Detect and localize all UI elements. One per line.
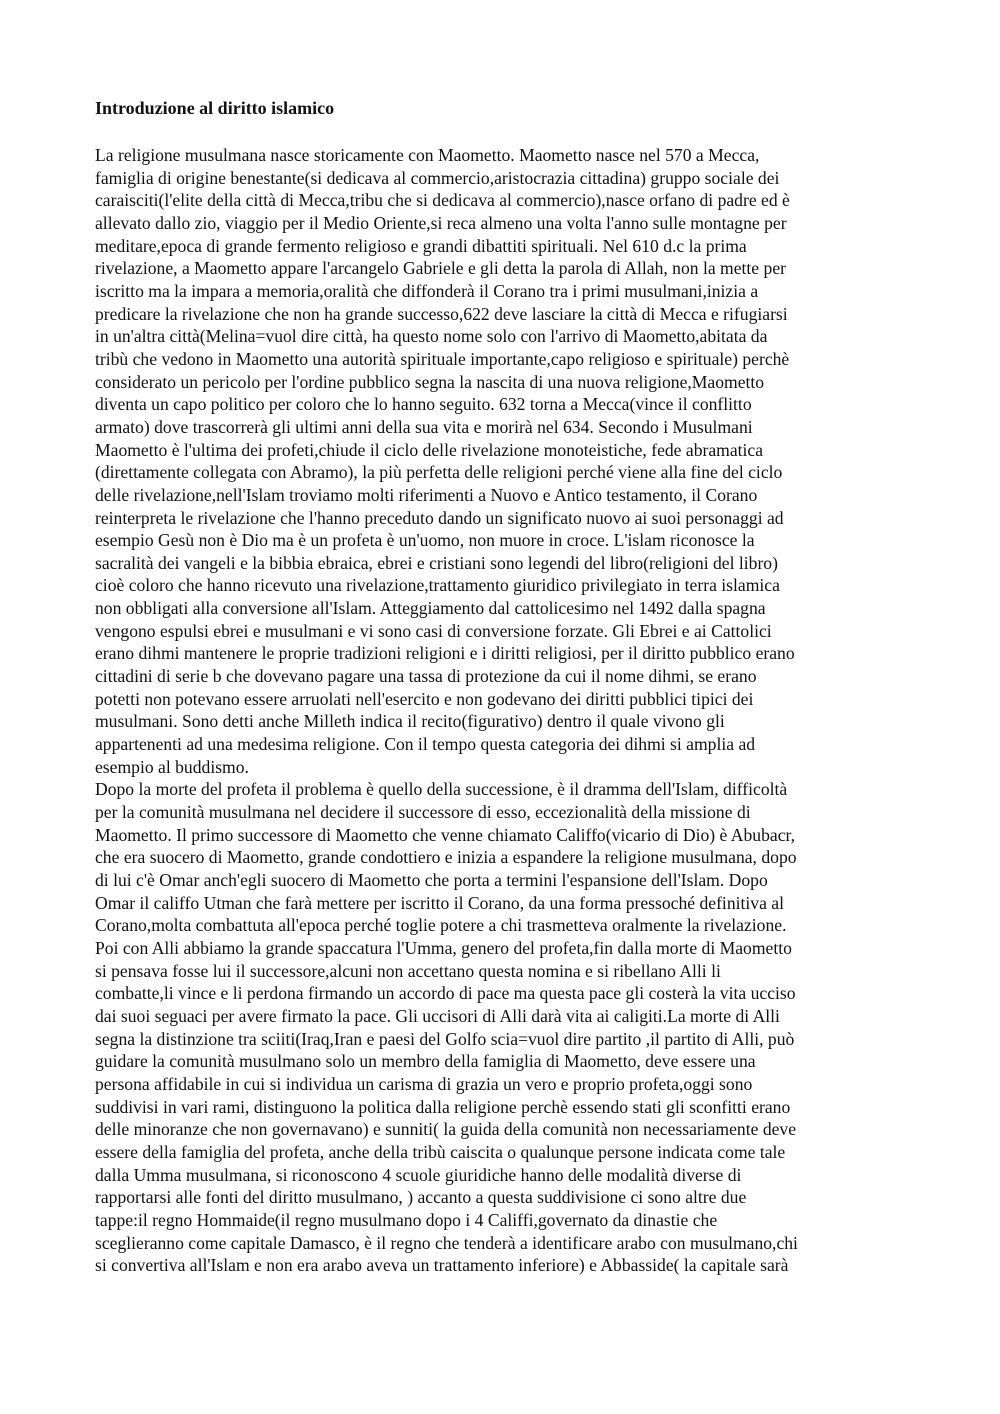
body-line: erano dihmi mantenere le proprie tradizioni religioni e i diritti religiosi, per il diritto pubblico erano (95, 643, 795, 664)
body-line: tappe:il regno Hommaide(il regno musulmano dopo i 4 Califfi,governato da dinastie che (95, 1209, 718, 1230)
body-line: dai suoi seguaci per avere firmato la pace. Gli uccisori di Alli darà vita ai caligiti.La morte di Alli (95, 1005, 780, 1026)
body-line: cioè coloro che hanno ricevuto una rivelazione,trattamento giuridico privilegiato in terra islamica (95, 575, 780, 596)
body-line: suddivisi in vari rami, distinguono la politica dalla religione perchè essendo stati gli sconfitti erano (95, 1096, 791, 1117)
body-line: delle minoranze che non governavano) e sunniti( la guida della comunità non necessariamente deve (95, 1119, 797, 1140)
body-line: predicare la rivelazione che non ha grande successo,622 deve lasciare la città di Mecca e rifugiarsi (95, 303, 788, 324)
body-line: si convertiva all'Islam e non era arabo aveva un trattamento inferiore) e Abbasside( la capitale sarà (95, 1255, 789, 1276)
body-line: reinterpreta le rivelazione che l'hanno preceduto dando un significato nuovo ai suoi personaggi ad (95, 507, 784, 528)
body-line: combatte,li vince e li perdona firmando un accordo di pace ma questa pace gli costerà la vita ucciso (95, 983, 796, 1004)
body-line: potetti non potevano essere arruolati nell'esercito e non godevano dei diritti pubblici tipici dei (95, 688, 754, 709)
body-line: iscritto ma la impara a memoria,oralità che diffonderà il Corano tra i primi musulmani,inizia a (95, 280, 759, 301)
body-line: esempio al buddismo. (95, 756, 249, 777)
body-line: si pensava fosse lui il successore,alcuni non accettano questa nomina e si ribellano Alli li (95, 960, 721, 981)
document-title: Introduzione al diritto islamico (95, 98, 335, 118)
body-line: famiglia di origine benestante(si dedicava al commercio,aristocrazia cittadina) gruppo sociale dei (95, 167, 780, 188)
body-line: in un'altra città(Melina=vuol dire città, ha questo nome solo con l'arrivo di Maometto,abitata da (95, 326, 768, 347)
body-line: vengono espulsi ebrei e musulmani e vi sono casi di conversione forzate. Gli Ebrei e ai Cattolici (95, 620, 772, 641)
body-line: segna la distinzione tra sciiti(Iraq,Iran e paesi del Golfo scia=vuol dire partito ,il partito di Alli, può (95, 1028, 795, 1049)
body-line: armato) dove trascorrerà gli ultimi anni della sua vita e morirà nel 634. Secondo i Musulmani (95, 416, 753, 437)
body-line: persona affidabile in cui si individua un carisma di grazia un vero e proprio profeta,oggi sono (95, 1073, 753, 1094)
body-line: delle rivelazione,nell'Islam troviamo molti riferimenti a Nuovo e Antico testamento, il Corano (95, 484, 758, 505)
body-line: rivelazione, a Maometto appare l'arcangelo Gabriele e gli detta la parola di Allah, non la mette per (95, 258, 786, 279)
body-line: di lui c'è Omar anch'egli suocero di Maometto che porta a termini l'espansione dell'Islam. Dopo (95, 870, 768, 890)
body-line: cittadini di serie b che dovevano pagare una tassa di protezione da cui il nome dihmi, se erano (95, 666, 757, 687)
body-line: guidare la comunità musulmano solo un membro della famiglia di Maometto, deve essere una (95, 1051, 756, 1072)
body-line: sceglieranno come capitale Damasco, è il regno che tenderà a identificare arabo con musulmano,chi (95, 1232, 798, 1253)
body-line: esempio Gesù non è Dio ma è un profeta è un'uomo, non muore in croce. L'islam riconosce la (95, 530, 755, 551)
body-line: considerato un pericolo per l'ordine pubblico segna la nascita di una nuova religione,Maometto (95, 371, 765, 392)
body-line: Maometto. Il primo successore di Maometto che venne chiamato Califfo(vicario di Dio) è Abubacr, (95, 824, 796, 845)
body-line: dalla Umma musulmana, si riconoscono 4 scuole giuridiche hanno delle modalità diverse di (95, 1164, 742, 1185)
body-line: La religione musulmana nasce storicamente con Maometto. Maometto nasce nel 570 a Mecca, (95, 145, 760, 165)
body-line: non obbligati alla conversione all'Islam. Atteggiamento dal cattolicesimo nel 1492 dalla spagna (95, 598, 766, 619)
body-line: meditare,epoca di grande fermento religioso e grandi dibattiti spirituali. Nel 610 d.c la prima (95, 235, 747, 256)
body-line: musulmani. Sono detti anche Milleth indica il recito(figurativo) dentro il quale vivono gli (95, 711, 725, 732)
body-line: essere della famiglia del profeta, anche della tribù caiscita o qualunque persone indicata come tale (95, 1141, 786, 1162)
body-line: caraisciti(l'elite della città di Mecca,tribu che si dedicava al commercio),nasce orfano di padre ed è (95, 190, 790, 211)
body-line: appartenenti ad una medesima religione. Con il tempo questa categoria dei dihmi si amplia ad (95, 734, 756, 755)
document-body (95, 144, 925, 1277)
body-line: Dopo la morte del profeta il problema è quello della successione, è il dramma dell'Islam, difficoltà (95, 779, 788, 800)
body-line: tribù che vedono in Maometto una autorità spirituale importante,capo religioso e spirituale) perchè (95, 348, 790, 369)
body-line: Omar il califfo Utman che farà mettere per iscritto il Corano, da una forma pressoché definitiva al (95, 892, 784, 913)
body-line: diventa un capo politico per coloro che lo hanno seguito. 632 torna a Mecca(vince il conflitto (95, 394, 752, 415)
body-line: per la comunità musulmana nel decidere il successore di esso, eccezionalità della missione di (95, 802, 751, 823)
body-line: Corano,molta combattuta all'epoca perché toglie potere a chi trasmetteva oralmente la rivelazione. (95, 915, 787, 936)
body-line: Poi con Alli abbiamo la grande spaccatura l'Umma, genero del profeta,fin dalla morte di Maometto (95, 937, 792, 958)
body-line: che era suocero di Maometto, grande condottiero e inizia a espandere la religione musulmana, dopo (95, 847, 797, 868)
body-line: allevato dallo zio, viaggio per il Medio Oriente,si reca almeno una volta l'anno sulle montagne per (95, 212, 787, 233)
body-line: (direttamente collegata con Abramo), la più perfetta delle religioni perché viene alla fine del ciclo (95, 462, 783, 483)
body-line: Maometto è l'ultima dei profeti,chiude il ciclo delle rivelazione monoteistiche, fede abramatica (95, 439, 764, 460)
body-line: rapportarsi alle fonti del diritto musulmano, ) accanto a questa suddivisione ci sono altre due (95, 1187, 747, 1208)
body-line: sacralità dei vangeli e la bibbia ebraica, ebrei e cristiani sono legendi del libro(religioni del libro) (95, 552, 778, 573)
